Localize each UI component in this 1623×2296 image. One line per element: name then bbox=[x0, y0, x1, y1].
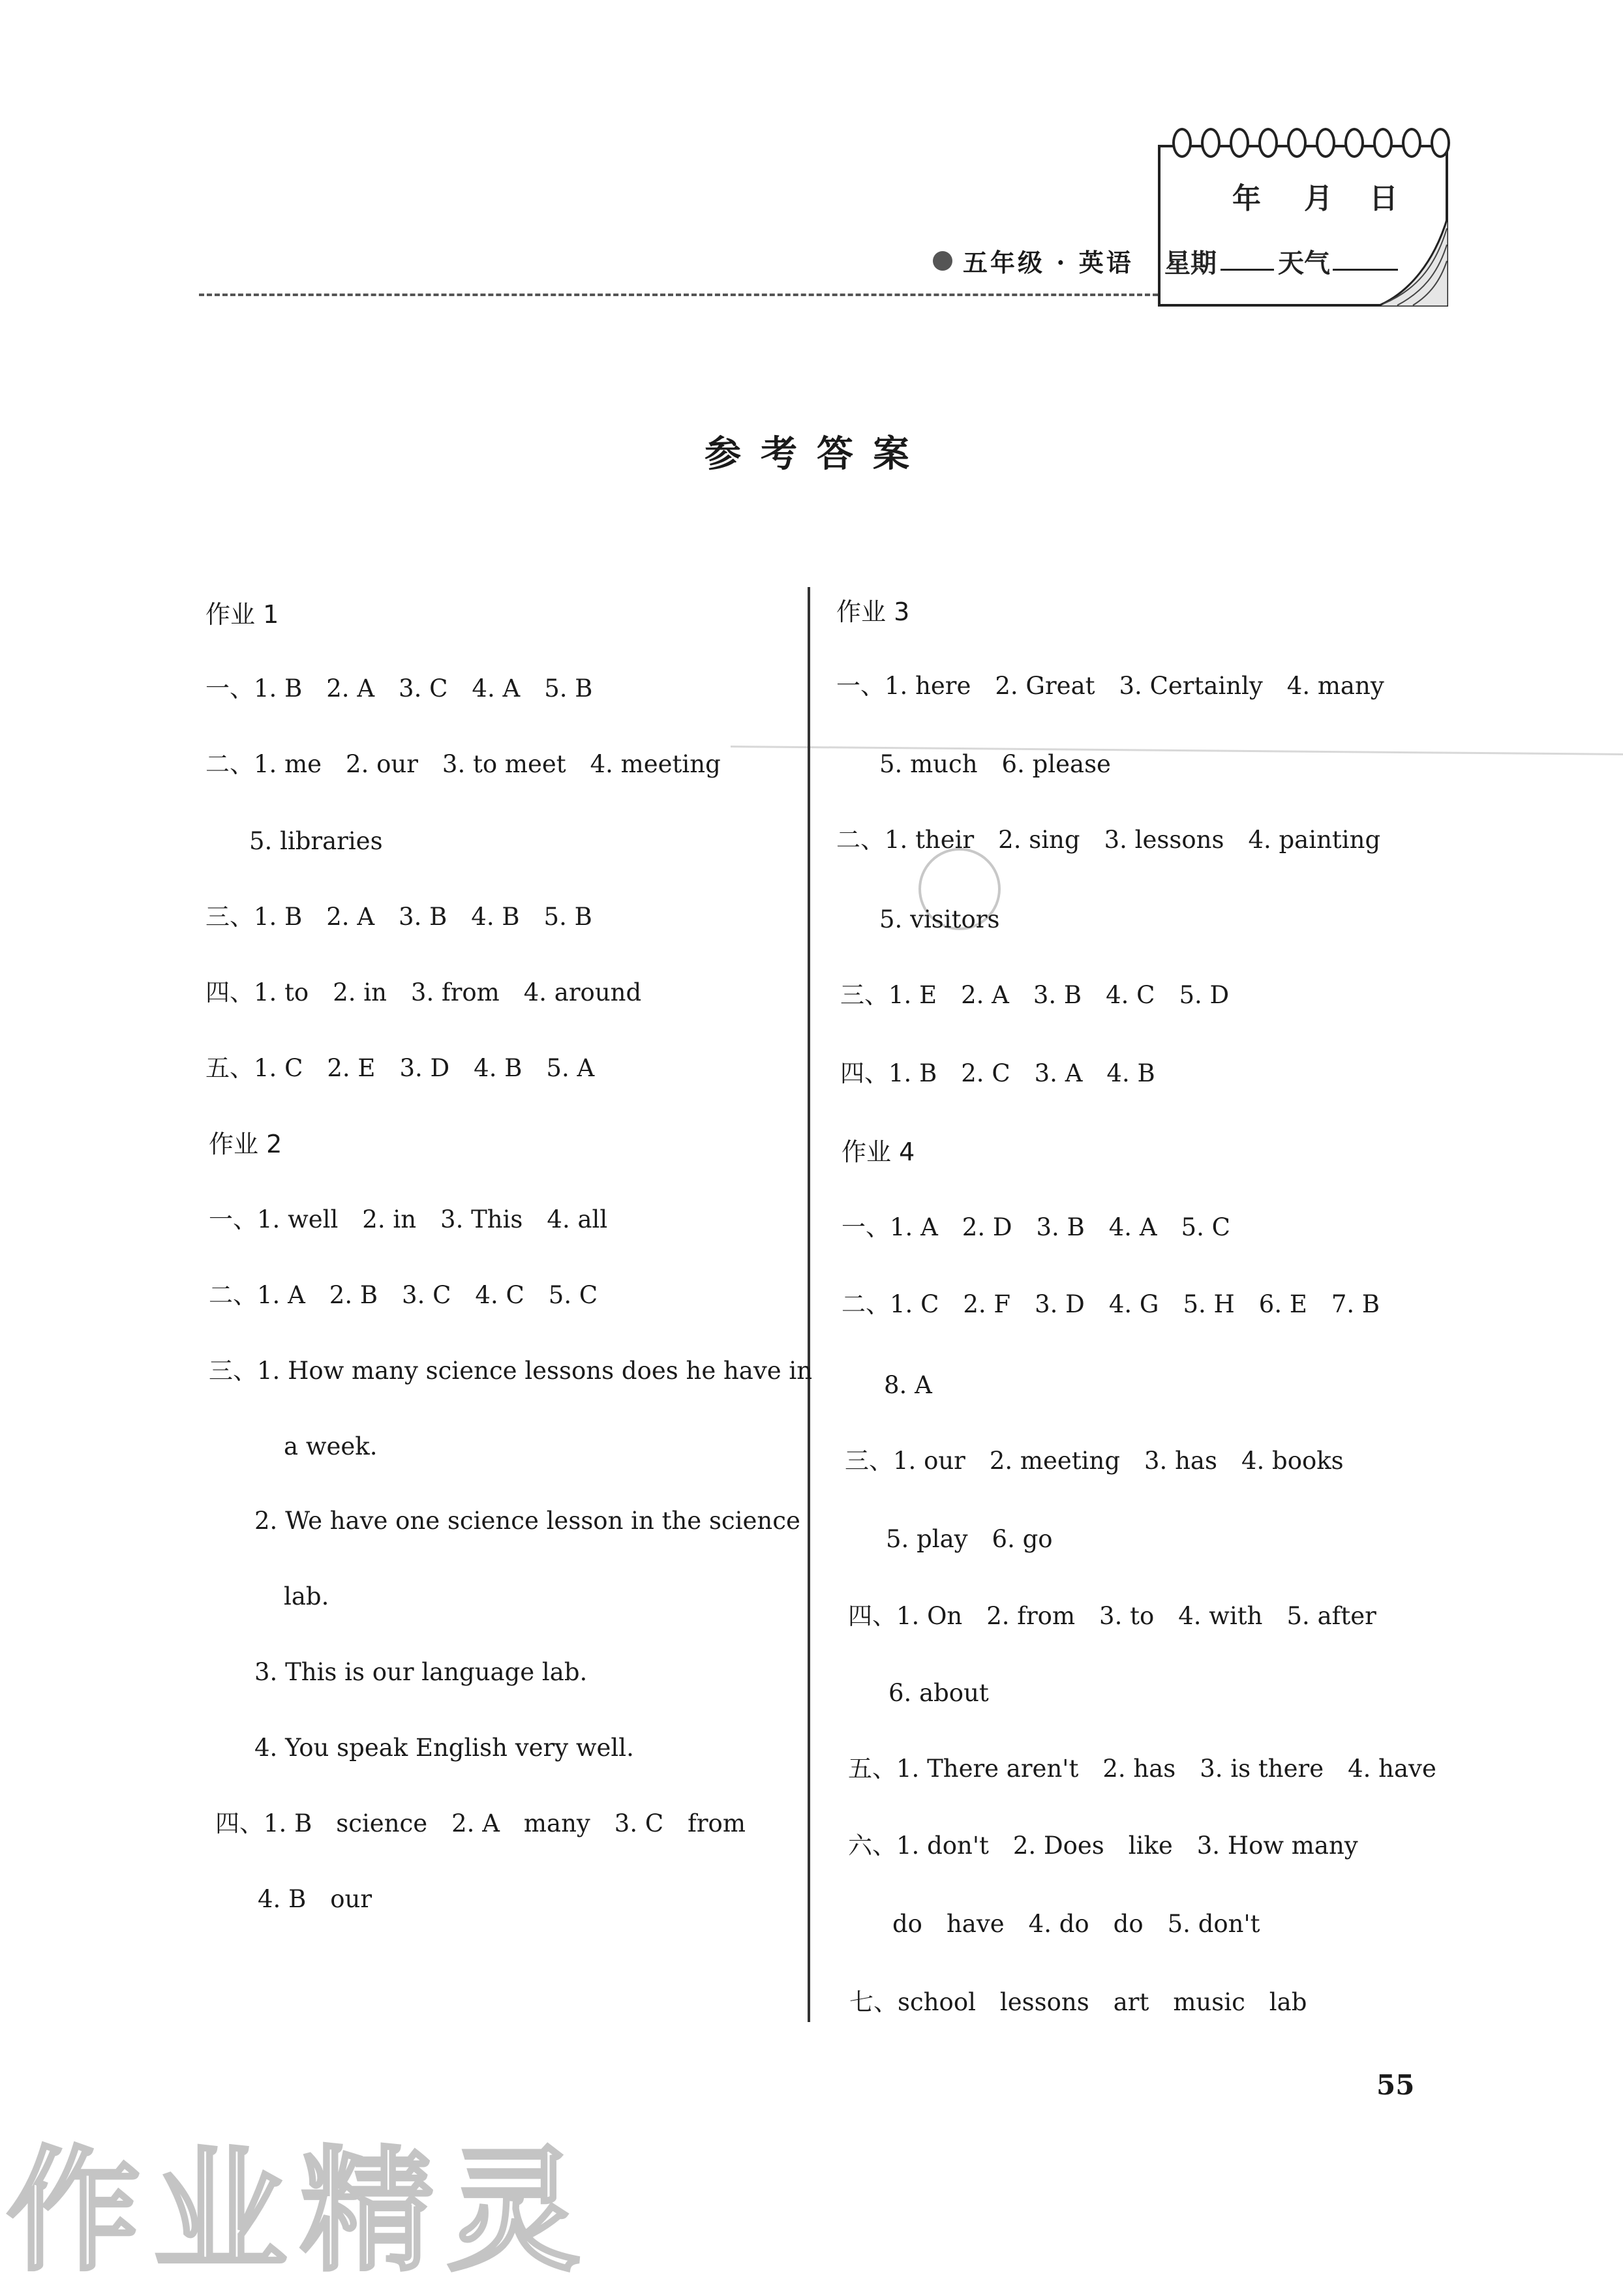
answer-line: 2. We have one science lesson in the science bbox=[254, 1507, 800, 1535]
calendar-ring-icon bbox=[1258, 128, 1278, 158]
answer-line: 三、1. B 2. A 3. B 4. B 5. B bbox=[205, 903, 592, 931]
answer-line: 5. play 6. go bbox=[886, 1525, 1053, 1553]
answer-line: 二、1. A 2. B 3. C 4. C 5. C bbox=[209, 1281, 598, 1309]
answer-line: 一、1. well 2. in 3. This 4. all bbox=[209, 1205, 608, 1233]
answer-line: 5. libraries bbox=[249, 827, 383, 855]
calendar-ring-icon bbox=[1344, 128, 1364, 158]
answer-line: 五、1. There aren't 2. has 3. is there 4. have bbox=[848, 1755, 1436, 1783]
answer-line: a week. bbox=[284, 1432, 378, 1460]
answer-line: 三、1. How many science lessons does he have in bbox=[209, 1357, 813, 1385]
bullet-dot-icon bbox=[933, 251, 952, 271]
calendar-ring-icon bbox=[1431, 128, 1450, 158]
answer-line: 5. much 6. please bbox=[879, 750, 1111, 778]
answer-line: lab. bbox=[284, 1582, 329, 1610]
answer-line: 3. This is our language lab. bbox=[254, 1658, 588, 1686]
weekday-blank-line bbox=[1221, 269, 1274, 271]
calendar-ring-icon bbox=[1287, 128, 1307, 158]
calendar-ring-icon bbox=[1402, 128, 1421, 158]
answer-line: 六、1. don't 2. Does like 3. How many bbox=[848, 1832, 1358, 1860]
header-dashed-rule bbox=[199, 294, 1158, 296]
answer-line: 5. visitors bbox=[879, 905, 1000, 933]
column-divider bbox=[808, 587, 810, 2022]
answer-line: 四、1. B 2. C 3. A 4. B bbox=[840, 1059, 1155, 1087]
calendar-weekday-label: 星期 bbox=[1164, 249, 1217, 279]
answer-line: 三、1. E 2. A 3. B 4. C 5. D bbox=[840, 981, 1230, 1009]
calendar-day-label: 日 bbox=[1369, 182, 1398, 215]
section-heading: 作业 4 bbox=[842, 1138, 915, 1166]
answer-line: do have 4. do do 5. don't bbox=[892, 1910, 1260, 1938]
page-curl-icon bbox=[1370, 215, 1448, 307]
calendar-ring-icon bbox=[1316, 128, 1335, 158]
answer-line: 一、1. A 2. D 3. B 4. A 5. C bbox=[842, 1213, 1230, 1241]
answer-line: 6. about bbox=[888, 1679, 989, 1707]
section-heading: 作业 1 bbox=[205, 600, 279, 629]
calendar-ring-icon bbox=[1230, 128, 1249, 158]
answer-line: 三、1. our 2. meeting 3. has 4. books bbox=[845, 1447, 1344, 1475]
calendar-month-label: 月 bbox=[1304, 182, 1333, 215]
answer-line: 4. You speak English very well. bbox=[254, 1734, 634, 1762]
answer-line: 二、1. their 2. sing 3. lessons 4. painting bbox=[836, 826, 1381, 854]
page-number: 55 bbox=[1376, 2069, 1415, 2101]
calendar-year-label: 年 bbox=[1232, 182, 1261, 215]
calendar-ring-icon bbox=[1201, 128, 1221, 158]
page-title: 参考答案 bbox=[705, 432, 929, 476]
watermark: 作业精灵 bbox=[7, 2134, 594, 2289]
subject-label-text: 五年级 · 英语 bbox=[963, 248, 1134, 277]
calendar-pad bbox=[1158, 145, 1448, 307]
scan-artifact-line bbox=[731, 746, 1623, 755]
answer-line: 五、1. C 2. E 3. D 4. B 5. A bbox=[205, 1054, 595, 1082]
answer-line: 一、1. here 2. Great 3. Certainly 4. many bbox=[836, 672, 1384, 700]
answer-line: 一、1. B 2. A 3. C 4. A 5. B bbox=[205, 674, 593, 702]
answer-line: 8. A bbox=[884, 1371, 932, 1399]
calendar-ring-icon bbox=[1373, 128, 1393, 158]
calendar-ring-icon bbox=[1172, 128, 1192, 158]
section-heading: 作业 3 bbox=[836, 597, 910, 626]
answer-line: 四、1. B science 2. A many 3. C from bbox=[215, 1809, 746, 1837]
answer-line: 二、1. C 2. F 3. D 4. G 5. H 6. E 7. B bbox=[842, 1290, 1380, 1318]
answer-line: 4. B our bbox=[258, 1885, 372, 1913]
answer-line: 七、school lessons art music lab bbox=[849, 1988, 1307, 2016]
calendar-weather-label: 天气 bbox=[1278, 249, 1330, 279]
answer-line: 四、1. to 2. in 3. from 4. around bbox=[205, 978, 642, 1006]
section-heading: 作业 2 bbox=[209, 1130, 282, 1158]
subject-label bbox=[933, 243, 1134, 279]
answer-line: 四、1. On 2. from 3. to 4. with 5. after bbox=[848, 1602, 1376, 1630]
answer-line: 二、1. me 2. our 3. to meet 4. meeting bbox=[205, 750, 721, 778]
